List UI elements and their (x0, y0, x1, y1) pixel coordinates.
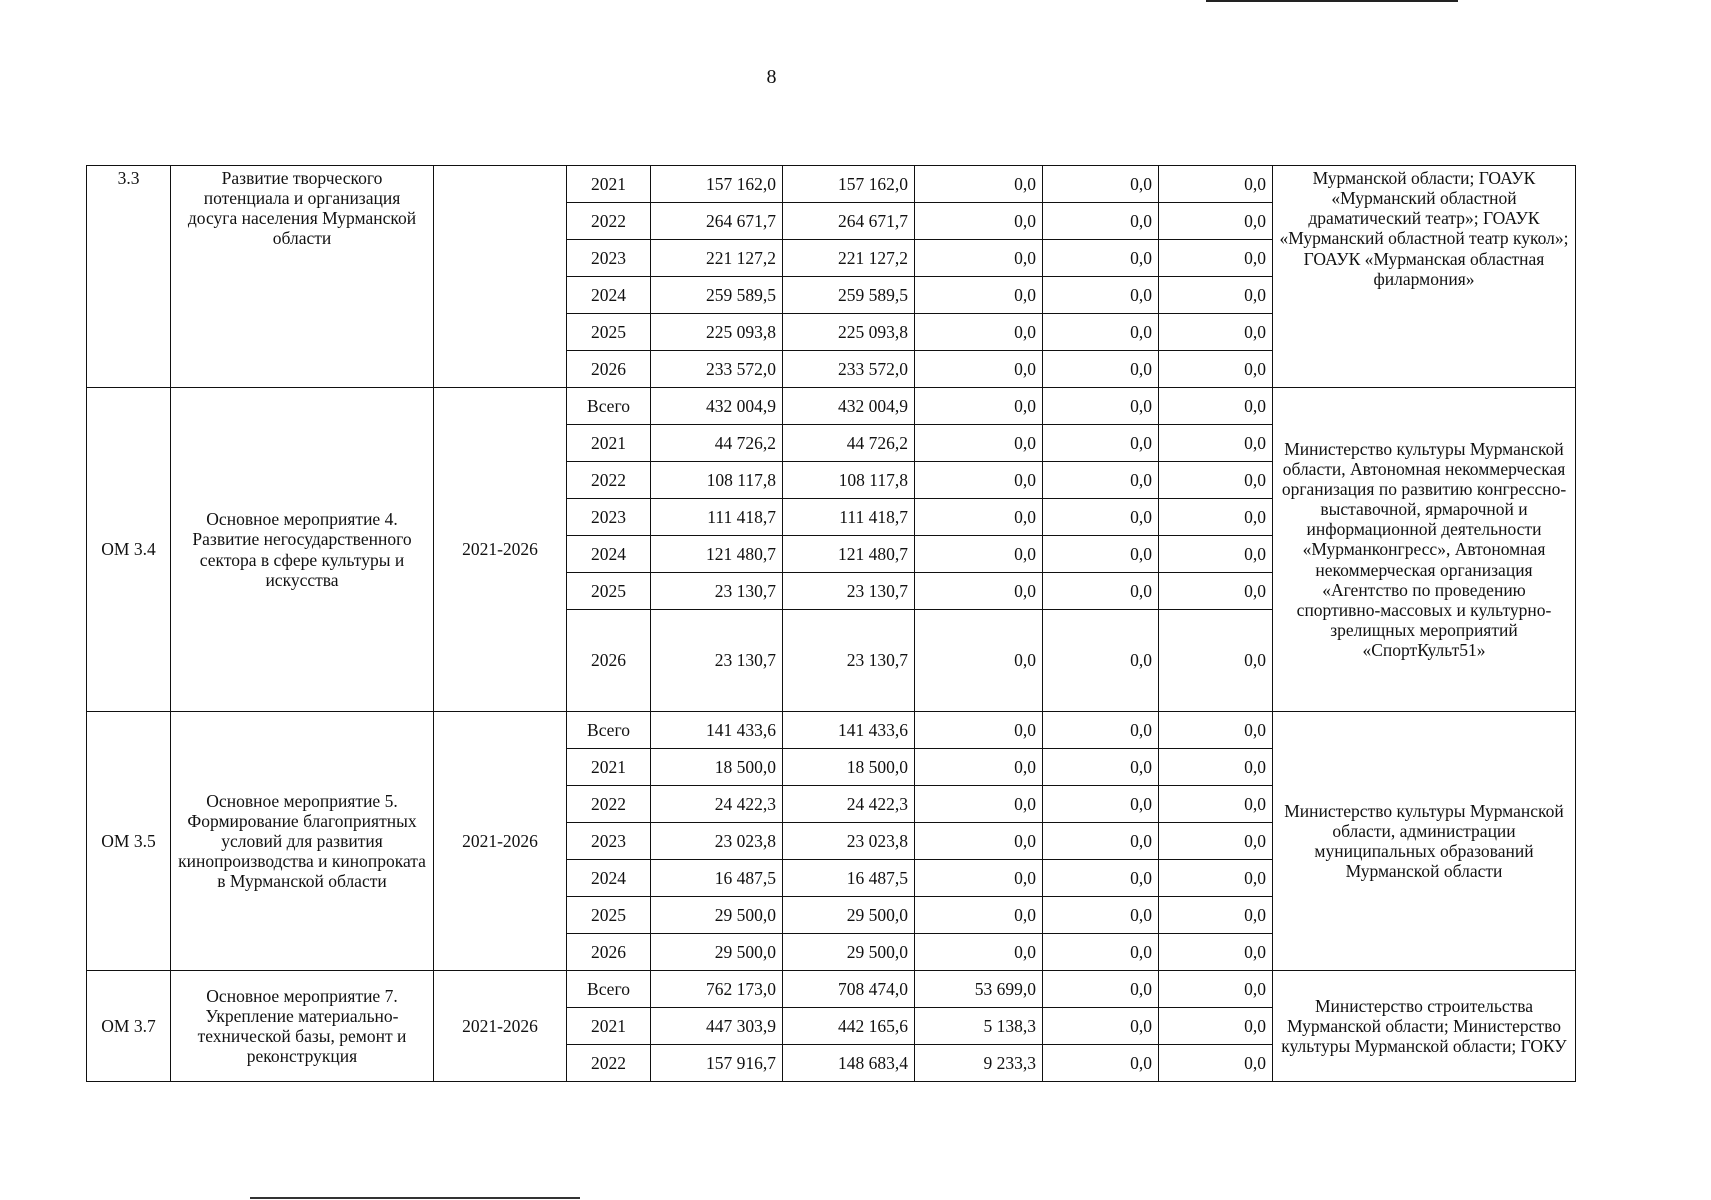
page-number: 8 (766, 66, 777, 88)
table-row (87, 166, 1576, 203)
total-amount-cell: 29 500,0 (651, 897, 783, 934)
extra-budget-cell: 0,0 (1159, 1008, 1273, 1045)
federal-budget-cell: 0,0 (915, 351, 1043, 388)
year-cell: Всего (567, 971, 651, 1008)
local-budget-cell: 0,0 (1043, 1045, 1159, 1082)
total-amount-cell: 44 726,2 (651, 425, 783, 462)
federal-budget-cell: 0,0 (915, 860, 1043, 897)
local-budget-cell: 0,0 (1043, 786, 1159, 823)
year-cell: Всего (567, 388, 651, 425)
federal-budget-cell: 0,0 (915, 536, 1043, 573)
federal-budget-cell: 0,0 (915, 388, 1043, 425)
federal-budget-cell: 0,0 (915, 897, 1043, 934)
extra-budget-cell: 0,0 (1159, 240, 1273, 277)
regional-budget-cell: 23 023,8 (783, 823, 915, 860)
total-amount-cell: 23 130,7 (651, 610, 783, 712)
federal-budget-cell: 0,0 (915, 934, 1043, 971)
local-budget-cell: 0,0 (1043, 897, 1159, 934)
year-cell: 2025 (567, 573, 651, 610)
regional-budget-cell: 121 480,7 (783, 536, 915, 573)
local-budget-cell: 0,0 (1043, 1008, 1159, 1045)
extra-budget-cell: 0,0 (1159, 610, 1273, 712)
regional-budget-cell: 24 422,3 (783, 786, 915, 823)
total-amount-cell: 24 422,3 (651, 786, 783, 823)
extra-budget-cell: 0,0 (1159, 536, 1273, 573)
federal-budget-cell: 0,0 (915, 823, 1043, 860)
federal-budget-cell: 9 233,3 (915, 1045, 1043, 1082)
federal-budget-cell: 0,0 (915, 462, 1043, 499)
regional-budget-cell: 432 004,9 (783, 388, 915, 425)
regional-budget-cell: 259 589,5 (783, 277, 915, 314)
year-cell: 2024 (567, 536, 651, 573)
year-cell: 2026 (567, 610, 651, 712)
year-cell: 2022 (567, 1045, 651, 1082)
local-budget-cell: 0,0 (1043, 749, 1159, 786)
local-budget-cell: 0,0 (1043, 573, 1159, 610)
extra-budget-cell: 0,0 (1159, 971, 1273, 1008)
period-cell: 2021-2026 (434, 971, 567, 1082)
scan-artifact-line (1206, 0, 1458, 2)
measure-title-cell: Развитие творческого потенциала и организация досуга населения Мурманской области (171, 166, 434, 388)
regional-budget-cell: 29 500,0 (783, 934, 915, 971)
federal-budget-cell: 53 699,0 (915, 971, 1043, 1008)
regional-budget-cell: 225 093,8 (783, 314, 915, 351)
federal-budget-cell: 0,0 (915, 499, 1043, 536)
local-budget-cell: 0,0 (1043, 388, 1159, 425)
federal-budget-cell: 0,0 (915, 610, 1043, 712)
total-amount-cell: 762 173,0 (651, 971, 783, 1008)
extra-budget-cell: 0,0 (1159, 1045, 1273, 1082)
period-cell: 2021-2026 (434, 712, 567, 971)
federal-budget-cell: 0,0 (915, 314, 1043, 351)
regional-budget-cell: 29 500,0 (783, 897, 915, 934)
extra-budget-cell: 0,0 (1159, 897, 1273, 934)
extra-budget-cell: 0,0 (1159, 388, 1273, 425)
year-cell: 2026 (567, 934, 651, 971)
regional-budget-cell: 23 130,7 (783, 573, 915, 610)
year-cell: 2025 (567, 897, 651, 934)
regional-budget-cell: 221 127,2 (783, 240, 915, 277)
table-row (87, 971, 1576, 1008)
total-amount-cell: 121 480,7 (651, 536, 783, 573)
total-amount-cell: 259 589,5 (651, 277, 783, 314)
regional-budget-cell: 18 500,0 (783, 749, 915, 786)
measure-code-cell: 3.3 (87, 166, 171, 388)
extra-budget-cell: 0,0 (1159, 934, 1273, 971)
extra-budget-cell: 0,0 (1159, 277, 1273, 314)
extra-budget-cell: 0,0 (1159, 425, 1273, 462)
total-amount-cell: 23 130,7 (651, 573, 783, 610)
measure-title-cell: Основное мероприятие 7. Укрепление материально-технической базы, ремонт и реконструкция (171, 971, 434, 1082)
regional-budget-cell: 108 117,8 (783, 462, 915, 499)
executor-cell: Министерство строительства Мурманской области; Министерство культуры Мурманской области; ГОКУ (1273, 971, 1576, 1082)
year-cell: 2022 (567, 462, 651, 499)
federal-budget-cell: 0,0 (915, 166, 1043, 203)
total-amount-cell: 447 303,9 (651, 1008, 783, 1045)
local-budget-cell: 0,0 (1043, 860, 1159, 897)
year-cell: 2023 (567, 823, 651, 860)
regional-budget-cell: 264 671,7 (783, 203, 915, 240)
federal-budget-cell: 5 138,3 (915, 1008, 1043, 1045)
local-budget-cell: 0,0 (1043, 499, 1159, 536)
extra-budget-cell: 0,0 (1159, 573, 1273, 610)
regional-budget-cell: 44 726,2 (783, 425, 915, 462)
measure-code-cell: ОМ 3.5 (87, 712, 171, 971)
local-budget-cell: 0,0 (1043, 166, 1159, 203)
measure-title-cell: Основное мероприятие 5. Формирование благоприятных условий для развития кинопроизводства и кинопроката в Мурманской области (171, 712, 434, 971)
table-row (87, 712, 1576, 749)
local-budget-cell: 0,0 (1043, 712, 1159, 749)
executor-cell: Мурманской области; ГОАУК «Мурманский областной драматический театр»; ГОАУК «Мурманский областной театр кукол»; ГОАУК «Мурманская областная филармония» (1273, 166, 1576, 388)
extra-budget-cell: 0,0 (1159, 203, 1273, 240)
total-amount-cell: 141 433,6 (651, 712, 783, 749)
total-amount-cell: 108 117,8 (651, 462, 783, 499)
year-cell: 2026 (567, 351, 651, 388)
total-amount-cell: 23 023,8 (651, 823, 783, 860)
extra-budget-cell: 0,0 (1159, 823, 1273, 860)
measure-title-cell: Основное мероприятие 4. Развитие негосударственного сектора в сфере культуры и искусства (171, 388, 434, 712)
local-budget-cell: 0,0 (1043, 277, 1159, 314)
total-amount-cell: 111 418,7 (651, 499, 783, 536)
local-budget-cell: 0,0 (1043, 934, 1159, 971)
extra-budget-cell: 0,0 (1159, 314, 1273, 351)
federal-budget-cell: 0,0 (915, 203, 1043, 240)
local-budget-cell: 0,0 (1043, 536, 1159, 573)
federal-budget-cell: 0,0 (915, 425, 1043, 462)
regional-budget-cell: 233 572,0 (783, 351, 915, 388)
year-cell: 2022 (567, 786, 651, 823)
year-cell: 2021 (567, 425, 651, 462)
year-cell: 2024 (567, 277, 651, 314)
total-amount-cell: 18 500,0 (651, 749, 783, 786)
extra-budget-cell: 0,0 (1159, 786, 1273, 823)
regional-budget-cell: 148 683,4 (783, 1045, 915, 1082)
year-cell: 2021 (567, 749, 651, 786)
regional-budget-cell: 708 474,0 (783, 971, 915, 1008)
extra-budget-cell: 0,0 (1159, 749, 1273, 786)
executor-cell: Министерство культуры Мурманской области, администрации муниципальных образований Мурманской области (1273, 712, 1576, 971)
federal-budget-cell: 0,0 (915, 240, 1043, 277)
period-cell (434, 166, 567, 388)
extra-budget-cell: 0,0 (1159, 499, 1273, 536)
year-cell: 2021 (567, 166, 651, 203)
regional-budget-cell: 23 130,7 (783, 610, 915, 712)
measure-code-cell: ОМ 3.4 (87, 388, 171, 712)
year-cell: 2021 (567, 1008, 651, 1045)
budget-table (86, 165, 1576, 1082)
local-budget-cell: 0,0 (1043, 351, 1159, 388)
scan-artifact-line (250, 1197, 580, 1199)
local-budget-cell: 0,0 (1043, 240, 1159, 277)
extra-budget-cell: 0,0 (1159, 712, 1273, 749)
federal-budget-cell: 0,0 (915, 573, 1043, 610)
total-amount-cell: 157 162,0 (651, 166, 783, 203)
local-budget-cell: 0,0 (1043, 203, 1159, 240)
regional-budget-cell: 157 162,0 (783, 166, 915, 203)
regional-budget-cell: 141 433,6 (783, 712, 915, 749)
total-amount-cell: 29 500,0 (651, 934, 783, 971)
extra-budget-cell: 0,0 (1159, 166, 1273, 203)
federal-budget-cell: 0,0 (915, 712, 1043, 749)
local-budget-cell: 0,0 (1043, 425, 1159, 462)
local-budget-cell: 0,0 (1043, 823, 1159, 860)
extra-budget-cell: 0,0 (1159, 351, 1273, 388)
total-amount-cell: 233 572,0 (651, 351, 783, 388)
regional-budget-cell: 16 487,5 (783, 860, 915, 897)
extra-budget-cell: 0,0 (1159, 860, 1273, 897)
federal-budget-cell: 0,0 (915, 277, 1043, 314)
total-amount-cell: 432 004,9 (651, 388, 783, 425)
federal-budget-cell: 0,0 (915, 786, 1043, 823)
table-row (87, 388, 1576, 425)
total-amount-cell: 264 671,7 (651, 203, 783, 240)
year-cell: 2023 (567, 240, 651, 277)
local-budget-cell: 0,0 (1043, 610, 1159, 712)
total-amount-cell: 157 916,7 (651, 1045, 783, 1082)
executor-cell: Министерство культуры Мурманской области, Автономная некоммерческая организация по развитию конгрессно-выставочной, ярмарочной и информационной деятельности «Мурманконгресс», Автономная некоммерческая организация «Агентство по проведению спортивно-массовых и культурно-зрелищных мероприятий «СпортКульт51» (1273, 388, 1576, 712)
local-budget-cell: 0,0 (1043, 462, 1159, 499)
federal-budget-cell: 0,0 (915, 749, 1043, 786)
total-amount-cell: 16 487,5 (651, 860, 783, 897)
year-cell: 2024 (567, 860, 651, 897)
regional-budget-cell: 111 418,7 (783, 499, 915, 536)
regional-budget-cell: 442 165,6 (783, 1008, 915, 1045)
year-cell: 2022 (567, 203, 651, 240)
local-budget-cell: 0,0 (1043, 971, 1159, 1008)
year-cell: 2025 (567, 314, 651, 351)
extra-budget-cell: 0,0 (1159, 462, 1273, 499)
year-cell: 2023 (567, 499, 651, 536)
total-amount-cell: 221 127,2 (651, 240, 783, 277)
local-budget-cell: 0,0 (1043, 314, 1159, 351)
total-amount-cell: 225 093,8 (651, 314, 783, 351)
period-cell: 2021-2026 (434, 388, 567, 712)
year-cell: Всего (567, 712, 651, 749)
measure-code-cell: ОМ 3.7 (87, 971, 171, 1082)
